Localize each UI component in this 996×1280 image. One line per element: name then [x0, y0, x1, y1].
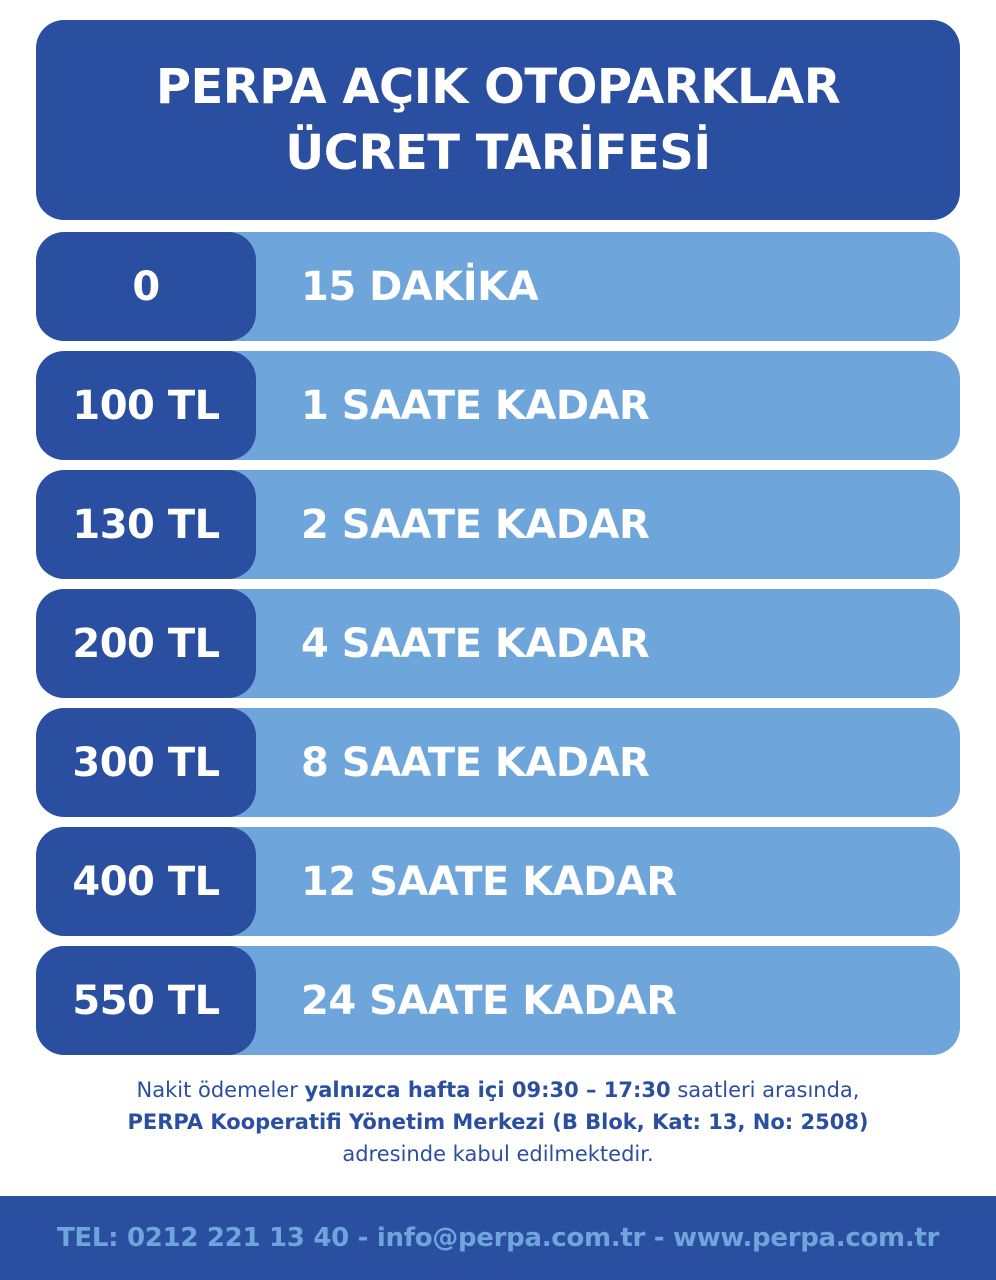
- note-text: saatleri arasında,: [670, 1078, 860, 1102]
- payment-note-line-1: [20, 1074, 976, 1106]
- tariff-row: [36, 589, 960, 698]
- tariff-price: 550 TL: [36, 946, 256, 1055]
- tariff-row: [36, 946, 960, 1055]
- contact-info: TEL: 0212 221 13 40 - info@perpa.com.tr - www.perpa.com.tr: [56, 1223, 940, 1253]
- note-address: PERPA Kooperatifi Yönetim Merkezi (B Blok, Kat: 13, No: 2508): [127, 1110, 869, 1134]
- payment-note-line-2: [20, 1106, 976, 1138]
- tariff-row: [36, 470, 960, 579]
- title-line-1: PERPA AÇIK OTOPARKLAR: [155, 59, 841, 115]
- tariff-duration: 1 SAATE KADAR: [301, 382, 650, 429]
- tariff-row: [36, 827, 960, 936]
- payment-note-line-3: adresinde kabul edilmektedir.: [342, 1142, 654, 1166]
- tariff-price: 400 TL: [36, 827, 256, 936]
- tariff-price: 130 TL: [36, 470, 256, 579]
- tariff-duration: 12 SAATE KADAR: [301, 858, 677, 905]
- tariff-price: 300 TL: [36, 708, 256, 817]
- note-text: Nakit ödemeler: [136, 1078, 305, 1102]
- tariff-duration: 4 SAATE KADAR: [301, 620, 650, 667]
- tariff-duration: 15 DAKİKA: [301, 263, 539, 310]
- tariff-row: [36, 708, 960, 817]
- tariff-price: 200 TL: [36, 589, 256, 698]
- tariff-duration: 2 SAATE KADAR: [301, 501, 650, 548]
- tariff-duration: 24 SAATE KADAR: [301, 977, 677, 1024]
- contact-footer: [0, 1196, 996, 1280]
- tariff-price: 0: [36, 232, 256, 341]
- tariff-list: [36, 232, 960, 1065]
- note-hours: yalnızca hafta içi 09:30 – 17:30: [304, 1078, 671, 1102]
- tariff-duration: 8 SAATE KADAR: [301, 739, 650, 786]
- title-line-2: ÜCRET TARİFESİ: [285, 125, 711, 181]
- tariff-price: 100 TL: [36, 351, 256, 460]
- payment-note: [20, 1074, 976, 1170]
- tariff-row: [36, 351, 960, 460]
- tariff-row: [36, 232, 960, 341]
- title-banner: [36, 20, 960, 220]
